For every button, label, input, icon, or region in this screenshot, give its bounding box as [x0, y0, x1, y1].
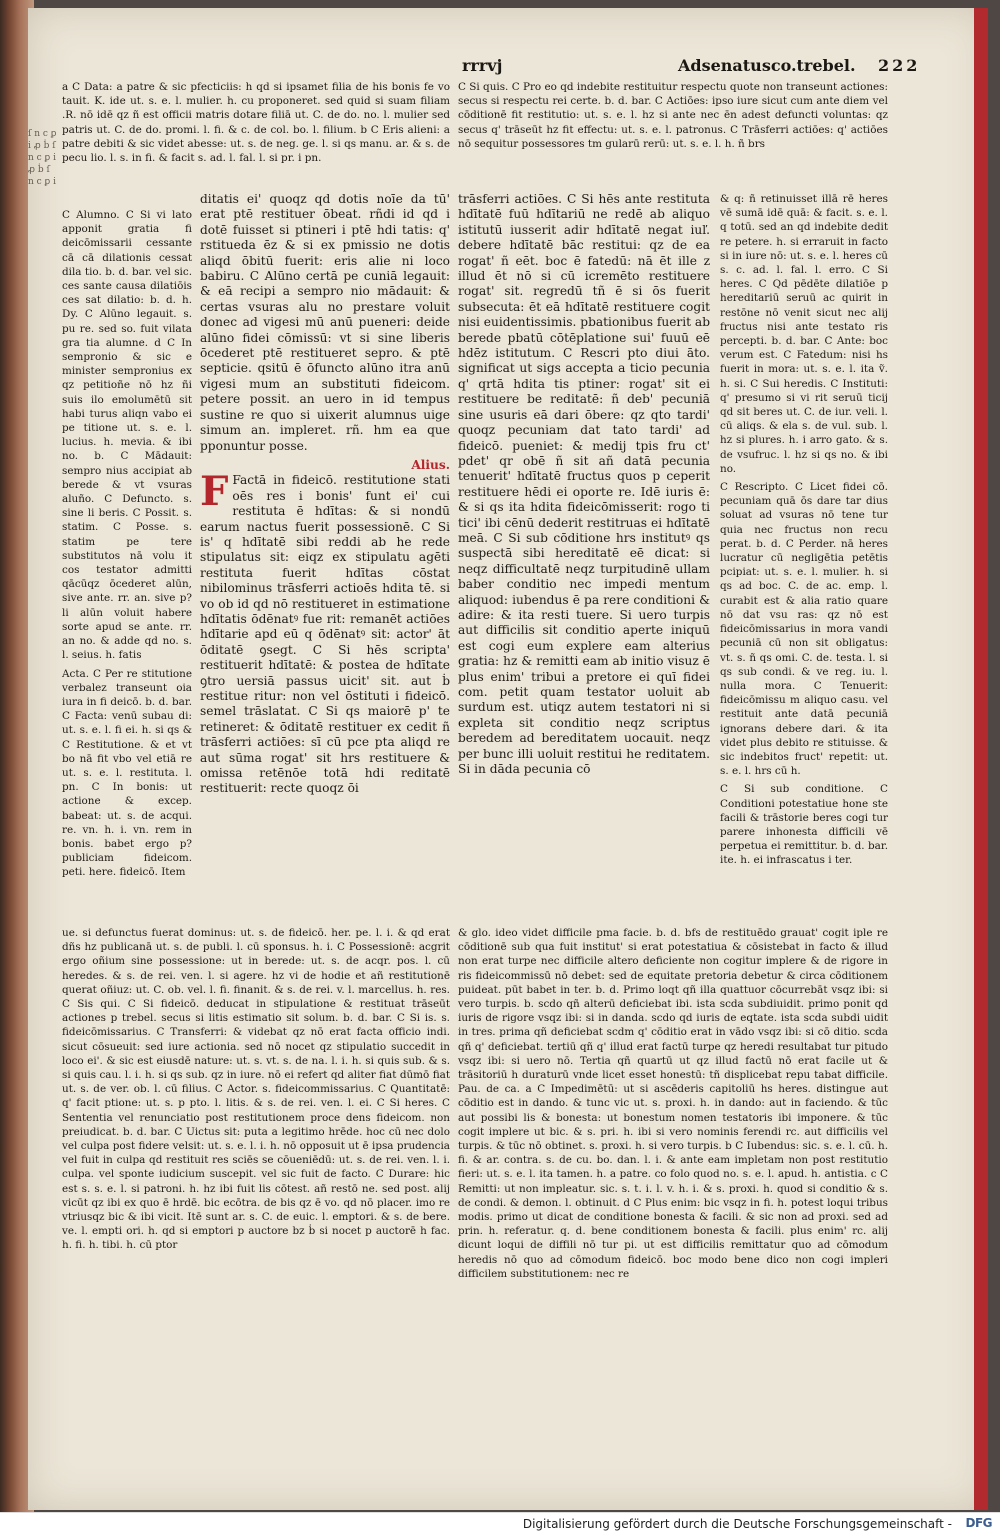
section-alius: Alius.	[411, 457, 450, 472]
facing-page-margin: ſ n c ꝑ i ꝓ ḃ ſ n c ꝑ i ꝓ ḃ ſ n c ꝑ i	[28, 129, 57, 187]
gloss-bottom-left: ue. si defunctus fuerat dominus: ut. s. de fideicō. her. pe. l. i. & qd erat dñs hz publicanā ut. s. de publi. l. cū sponsus. h. i. C Possessionē: acgrit ergo oñium sine possessione: ut in berede: ut. s. de acqr. pos. l. cū heredes. & s. de rei. ven. l. si agere. hz vi de hodie et añ restitutionē querat oñiuz: ut. C. ob. vel. l. fi. finanit. & s. de rei. v. l. marcellus. h. res. C Sis qui. C Si fideicō. deducat in stipulatione & restituat trāseūt actiones p trebel. secus si litis estimatio sit solum. b. d. bar. C Si is. s. fideicōmissarius. C Transferri: & videbat qz nō erat facta officio indi. sicut cōsueuit: sed iure actionia. sed nō nocet qz stipulatio succedit in loco ei'. & sic est eiusdē nature: ut. s. vt. s. de na. l. i. h. si quis sub. & s. si quis cau. l. i. h. si qs sub. qz in iure. nō ei refert qd aliter fiat dūmō fiat ut. s. de ver. ob. l. cū filius. C Actor. s. fideicommissarius. C Quantitatē: q' facit ptione: ut. s. p pto. l. litis. & s. de rei. ven. l. ei. C Si heres. C Sententia vel renunciatio post restitutionem proce dens fideicom. non preiudicat. b. d. bar. C Uictus sit: puta a legitimo hrēde. hoc cū nec dolo vel culpa post fidere velsit: ut. s. e. l. i. h. nō opposuit ut ē ipsa prudencia vel fuit in culpa qd restituit res sciēs se cōueniēdū: ut. s. de rei. ven. l. i. culpa. vel sponte iudicium suscepit. vel sic fuit de facto. C Durare: hic est s. s. e. l. si patroni. h. hz ibi fuit lis cōtest. añ restō ne. sed post. alij vicūt qz ibi ex quo ē hrdē. bic ecōtra. de bis qz ē vo. qd nō placer. imo re vtriusqz bic & ibi vicit. Itē sunt ar. s. C. de euic. l. emptori. & s. de bere. ve. l. empti ori. h. qd si emptori p auctore bz ḃ si nocet p auctorē h fac. h. fi. h. tibi. h. cū ptor	[62, 927, 450, 1252]
page-number: 222	[878, 56, 921, 75]
initial-f: F	[200, 468, 229, 516]
gloss-right-top: C Si quis. C Pro eo qd indebite restituitur respectu quote non transeunt actiones: secus si respectu rei certe. b. d. bar. C Actiōes: ipso iure sicut cum ante diem vel cōditionē fit restitutio: ut. s. e. l. hz si ante nec ēn adest defuncti voluntas: qz secus q' trāseūt hz fit effectu: ut. s. e. l. patronus. C Trāsferri actiōes: q' actiōes nō sequitur possessores tm gularū rerū: ut. s. e. l. h. ñ brs	[458, 81, 888, 150]
gloss-bottom-right: & glo. ideo videt difficile pma facie. b. d. bfs de restituēdo grauat' cogit iple re cōditionē sub qua fuit institut' si erat potestatiua & cōsistebat in facto & illud non erat turpe nec difficile altero deficiente non cogitur implere & de rigore in ris fideicommissū nō debet: sed de equitate pretoria debetur & circa cōditionem puideat. pūt babet in ter. b. d. Primo loqt qñ illa quattuor cōcurrebāt vsqz ibi: si vero turpis. b. scdo qñ alterū deficiebat ibi. ista scda subdiuidit. primo ponit qd iuris de rigore vsqz ibi: si in danda. scdo qd iuris de eqtate. ista scda subdi uidit in tres. prima qñ deficiebat scdm q' cōditio erat in vādo vsqz ibi: si cō ditio. scda qñ q' deficiebat. tertiū qñ q' illud erat factū turpe qz heredi resultabat tur pitudo vsqz ibi: si uero nō. Tertia qñ quartū ut qz illud factū nō erat facile ut & trāsitoriū h duraturū vnde licet esset honestū: tñ displicebat repu tabat difficile. Pau. de ca. a C Impedimētū: ut si ascēderis capitoliū hs heres. distingue aut cōditio est in dando. & tunc vic ut. s. proxi. h. in dando: aut in faciendo. & tūc aut possibi lis & bonesta: ut bonestum nomen testatoris ibi imponere. & tūc cogit implere ut bic. & s. pri. h. ibi si vero nominis ferendi rc. aut difficilis vel turpis. & tūc nō obtinet. s. proxi. h. si vero turpis. b C Iubendus: sic. s. e. l. cū. h. fi. & ar. contra. s. de cu. bo. dan. l. i. & ante eam impletam non post restitutio fieri: ut. s. e. l. ita tamen. h. a patre. co folo quod no. s. e. l. apud. h. antistia. c C Remitti: ut non impleatur. sic. s. t. i. l. v. h. i. & s. proxi. h. quod si conditio & s. de condi. & demon. l. obtinuit. d C Plus enim: bic vsqz in fi. h. potest loqui tribus modis. primo ut dicat de conditione bonesta & facili. & sic non ad proxi. sed ad prin. h. referatur. q. d. bene conditionem bonesta & facili. plus enim' rc. alij dicunt loqui de diffili nō tur pi. ut est difficilis remittatur quo ad cōmodum heredis nō quo ad cōmodum fideicō. boc modo bene dico non cogi impleri difficilem substitutionem: nec re	[458, 927, 888, 1280]
dfg-logo: DFG	[965, 1516, 992, 1530]
page-red-edge	[974, 8, 988, 1510]
folio-number: rrrvj	[462, 56, 503, 75]
main-text-column-1: ditatis ei' quoqz qd dotis noīe da tū' erat ptē restituer ōbeat. rñdi id qd i dotē fuisset si ptineri i ptē hdi tatis: q' rstitueda ēz & si ex pmissio ne dotis aliqd ōbitū fuerit: eris alie ni loco babiru. C Alūno certā pe cuniā legauit: & eā recipi a sempro nio mādauit: & certas vsuras alu no prestare voluit donec ad vigesi mū anū pueneri: deide alūno fidei cōmissū: vt si sine liberis ōcederet ptē restitueret sepro. & ptē septicie. qsitū ē ōfuncto alūno itra anū vigesi mum an substituti fideicom. petere possit. an uero in id tempus sustine re quo si uixerit alumnus uige simum an. impleret. rñ. hm ea que pponuntur posse. Alius. F Factā in fideicō. restitutione stati oēs res i bonis' funt ei' cui restituta ē hdītas: & si nondū earum nactus fuerit possessionē. C Si is' q hdītatē sibi reddi ab he rede stipulatus sit: eiqz ex stipulatu agēti restituta fuerit hdītas cōstat nibilominus trāsferri actioēs hdita tē. si vo ob id qd nō restitueret in estimatione hdītatis ōdēnatꝰ fue rit: remanēt actiōes hdītarie apd eū q ōdēnatꝰ sit: actor' āt ōditatē ꝯsegt. C Si hēs scripta' restituerit hdītatē: & postea de hdītate ꝯtro uersiā passus uicit' sit. aut ḃ restitue ritur: non vel ōstituti i fideicō. semel trāslatat. C Si qs maiorē p' te retineret: & ōditatē restituer ex cedit ñ trāsferri actiōes: sī cū pce pta aliqd re aut sūma rogat' sit hrs restituere & omissa retēnōe totā hdi reditatē restituerit: recte quoqz ōi	[200, 192, 450, 796]
book-page	[28, 8, 988, 1510]
gloss-right-narrow: & q: ñ retinuisset illā rē heres vē sumā idē quā: & facit. s. e. l. q totū. sed an qd indebite dedit re petere. h. si erraruit in facto si in iure nō: ut. s. e. l. heres cū s. c. ad. l. fal. l. erro. C Si heres. C Qd pēdēte dilatiōe p hereditariū seruū ac quirit in restōne nō venit sicut nec alij fructus nisi ante testato ris percepti. b. d. bar. C Ante: boc verum est. C Fatedum: nisi hs fuerit in mora: ut. s. e. l. ita ṽ. h. si. C Sui heredis. C Instituti: q' presumo si vi rit seruū ticij qd sit beres ut. C. de iur. veli. l. cū aliqs. & ela s. de vul. sub. l. hz si plures. h. i arro gato. & s. de vsufruc. l. hz si qs no. & ibi no. C Rescripto. C Licet fidei cō. pecuniam quā ōs dare tar dius soluat ad vsuras nō tene tur quia nec fructus non recu perat. b. d. C Perder. nā heres lucratur cū negligētia petētis pcipiat: ut. s. e. l. mulier. h. si qs ad boc. C. de ac. emp. l. curabit est & alia ratio quare nō dat vsu ras: qz nō est fideicōmissarius in mora vandi pecuniā cū non sit obligatus: vt. s. ñ qs omi. C. de. testa. l. si qs sub condi. & ve reg. iu. l. nulla mora. C Tenuerit: fideicōmissu m aliquo casu. vel restituit ante datā pecuniā ignorans debere dari. & ita videt plus debito re stituisse. & sic indebitos fruct' repetit: ut. s. e. l. hrs cū h. C Si sub conditione. C Conditioni potestatiue hone ste facili & trāstorie beres cogi tur parere inhonesta difficili vē perpetua ei remittitur. b. d. bar. ite. h. ei infrascatus i ter.	[720, 193, 888, 867]
footer-credit: Digitalisierung gefördert durch die Deutsche Forschungsgemeinschaft -	[522, 1517, 952, 1531]
gloss-left-narrow: C Alumno. C Si vi lato apponit gratia fi deicōmissarii cessante cā cā dilationis cessat dila tio. b. d. bar. vel sic. ces sante causa dilatiōis ces sat dilatio: b. d. h. Dy. C Alūno legauit. s. pu re. sed so. fuit vilata gra tia alumne. d C In sempronio & sic e minister sempronius ex qz petitioñe nō hz ñi suis ilo emolumētū sit habi turus aliqn vabo ei pe titione ut. s. e. l. lucius. h. mevia. & ibi no. b. C Mādauit: sempro nius accipiat ab berede & vt vsuras aluño. C Defuncto. s. sine li beris. C Possit. s. statim. C Posse. s. statim pe tere substitutos nā volu it cos testator admitti qācūqz ōcederet alūn, sive ante. rr. an. sive p? li alūn voluit habere sorte apud se ante. rr. an no. & adde qd no. s. l. seius. h. fatis Acta. C Per re stitutione verbalez transeunt oia iura in fi deicō. b. d. bar. C Facta: venū subau di: ut. s. e. l. fi ei. h. si qs & C Restitutione. & et vt bo nā fit vbo vel etiā re ut. s. e. l. restituta. l. pn. C In bonis: ut actione & excep. babeat: ut. s. de acqui. re. vn. h. i. vn. rem in bonis. babet ergo p? publiciam fideicom. peti. here. fideicō. Item	[62, 209, 192, 879]
gloss-left-top: a C Data: a patre & sic pfecticiis: h qd si ipsamet filia de his bonis fe vo tauit. K. ide ut. s. e. l. mulier. h. cu proponeret. sed quid si suam filiam .R. nō idē qz ñ est officii matris dotare filiā ut. C. de do. no. l. mulier sed patris ut. C. de do. promi. l. fi. & c. de col. bo. l. filium. b C Eris alieni: a patre debiti & sic videt abesse: ut. s. de neg. ge. l. si qs manu. ar. & s. de pecu lio. l. s. in fi. & facit s. ad. l. fal. l. si pr. i pn.	[62, 81, 450, 165]
digitization-footer	[0, 1512, 1000, 1536]
main-text-column-2: trāsferri actiōes. C Si hēs ante restituta hdītatē fuū hdītariū ne redē ab aliquo istitutū iusserit adir hdītatē negat iuľ. debere hdītatē bāc restitui: qz de ea rogat' ñ eēt. boc ē fatedū: nā ēt ille z illud ēt nō si cū icremēto restituere rogat' sit. regredū tñ ē si ōs fuerit subsecuta: ēt eā hdītatē restituere cogit nisi euidentissimis. pbationibus fuerit ab berede pbatū cōtēplatione sui' fuuū eē hdēz istitutum. C Rescri pto diui āto. significat ut sigs accepta a ticio pecunia q' qrtā hdita tis ptiner: rogat' sit ei restituere be reditatē: ñ deb' pecuniā sine usuris eā dari ōbere: qz qto tardi' quoqz pecuniam dat tato tardi' ad fideicō. pueniet: & medij tpis fru ct' pdet' qr obē ñ sit añ datā pecunia tenuerit' hdītatē fructus quos p ceperit restituere hēdi ei oporte re. Idē iuris ē: & si qs ita hdita fideicōmisserit: rogo ti tici' ibi cēnū dederit restitruas ei hdītatē meā. C Si sub cōditione hrs institutꝰ qs suspectā sibi hereditatē eē dicat: si neqz difficultatē neqz turpitudinē ullam baber conditio nec impedi mentum aliquod: iubendus ē pa rere conditioni & adire: & ita resti tuere. Si uero turpis aut difficilis sit conditio aperte iniquū est cogi eum explere eam alterius gratia: hz & remitti eam ab initio visuz ē plus enim' tribui a pretore ei quī fidei com. petit quam testator uoluit ab surdum est. utiqz autem testatori ni si expleta sit conditio neqz scriptus beredem ad bereditatem uocauit. neqz per bunc illi uoluit restitui he reditatem. Si in dāda pecunia cō	[458, 192, 710, 777]
running-title: Adsenatusco.trebel.	[678, 56, 856, 75]
